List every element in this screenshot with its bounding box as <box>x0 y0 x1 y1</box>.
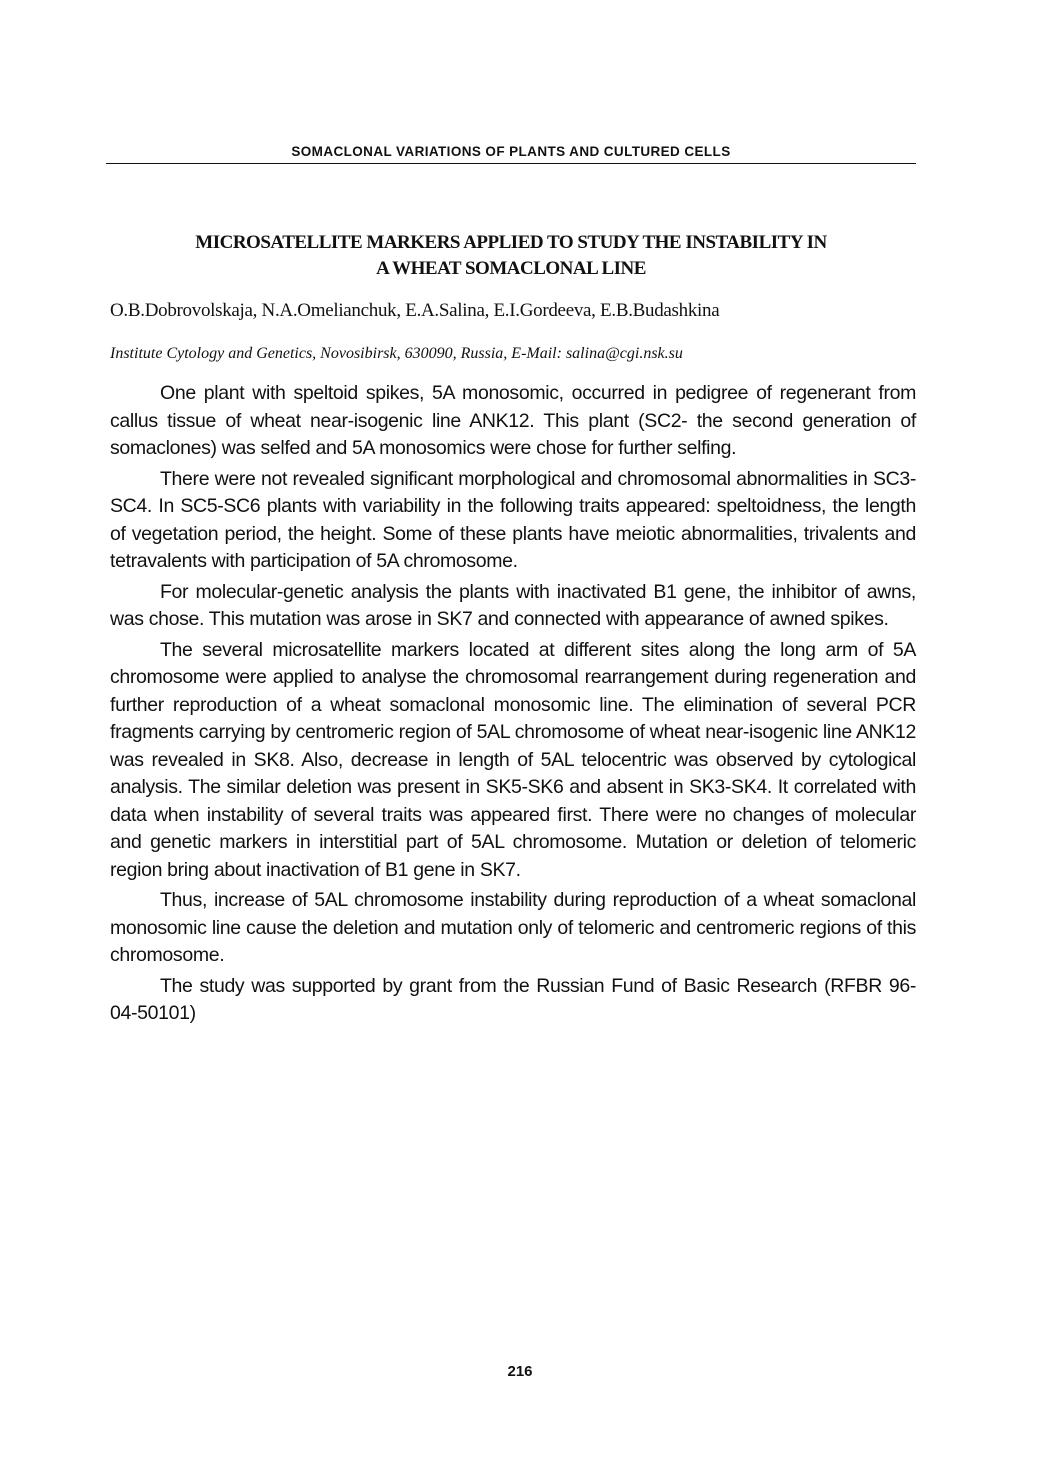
acknowledgement-paragraph: The study was supported by grant from the Russian Fund of Basic Research (RFBR 96-04-50101) <box>110 974 916 1024</box>
article-title <box>106 230 916 282</box>
paragraph-4: The several microsatellite markers located at different sites along the long arm of 5A chromosome were applied to analyse the chromosomal rearrangement during regeneration and further reproduction of a wheat somaclonal monosomic line. The elimination of several PCR fragments carrying by centromeric region of 5AL chromosome of wheat near-isogenic line ANK12 was revealed in SK8. Also, decrease in length of 5AL telocentric was observed by cytological analysis. The similar deletion was present in SK5-SK6 and absent in SK3-SK4. It correlated with data when instability of several traits was appeared first. There were no changes of molecular and genetic markers in interstitial part of 5AL chromosome. Mutation or deletion of telomeric region bring about inactivation of B1 gene in SK7. <box>110 638 916 881</box>
paragraph-5: Thus, increase of 5AL chromosome instability during reproduction of a wheat somaclonal monosomic line cause the deletion and mutation only of telomeric and centromeric regions of this chromosome. <box>110 889 916 966</box>
page-number: 216 <box>507 1363 533 1380</box>
paragraph-3: For molecular-genetic analysis the plants with inactivated B1 gene, the inhibitor of awns, was chose. This mutation was arose in SK7 and connected with appearance of awned spikes. <box>110 580 916 630</box>
running-header: SOMACLONAL VARIATIONS OF PLANTS AND CULTURED CELLS <box>291 144 731 159</box>
article-body <box>110 380 916 1031</box>
paragraph-1: One plant with speltoid spikes, 5A monosomic, occurred in pedigree of regenerant from callus tissue of wheat near-isogenic line ANK12. This plant (SC2- the second generation of somaclones) was selfed and 5A monosomics were chose for further selfing. <box>110 382 916 459</box>
affiliation: Institute Cytology and Genetics, Novosibirsk, 630090, Russia, E-Mail: salina@cgi.nsk.su <box>110 345 683 362</box>
article-title-line-2: A WHEAT SOMACLONAL LINE <box>376 258 646 279</box>
author-list: O.B.Dobrovolskaja, N.A.Omelianchuk, E.A.Salina, E.I.Gordeeva, E.B.Budashkina <box>110 300 720 321</box>
header-rule <box>106 163 916 164</box>
article-title-line-1: MICROSATELLITE MARKERS APPLIED TO STUDY THE INSTABILITY IN <box>195 232 827 253</box>
paragraph-2: There were not revealed significant morphological and chromosomal abnormalities in SC3-SC4. In SC5-SC6 plants with variability in the following traits appeared: speltoidness, the length of vegetation period, the height. Some of these plants have meiotic abnormalities, trivalents and tetravalents with participation of 5A chromosome. <box>110 467 916 572</box>
